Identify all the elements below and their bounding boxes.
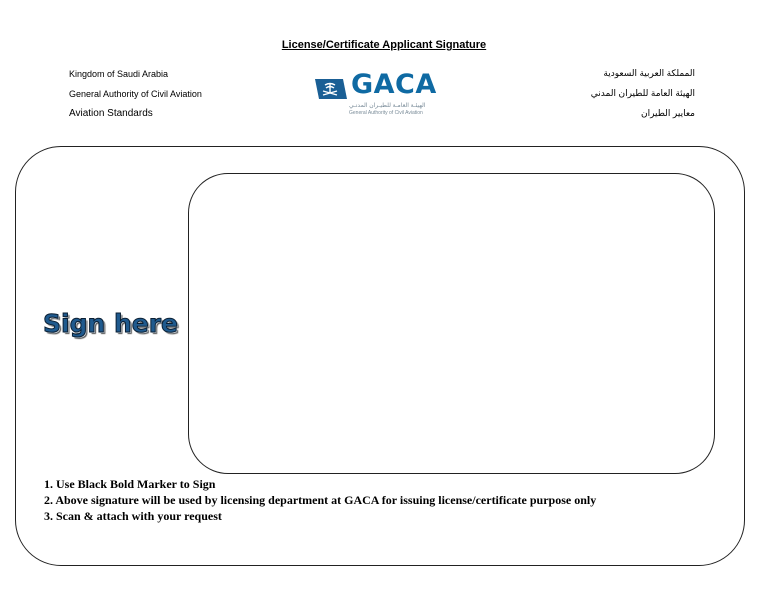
logo-english-text: General Authority of Civil Aviation bbox=[349, 110, 423, 116]
instruction-item: 2. Above signature will be used by licensing department at GACA for issuing license/certificate purpose only bbox=[44, 493, 597, 507]
logo-arabic-text: الهيئـة العامـة للطيـران المدنـي bbox=[349, 103, 426, 109]
authority-name: General Authority of Civil Aviation bbox=[69, 89, 202, 99]
department-name-ar: معايير الطيران bbox=[640, 108, 695, 118]
sign-here-label: Sign here bbox=[43, 309, 179, 338]
gaca-logo bbox=[313, 69, 443, 119]
logo-wordmark: GACA bbox=[351, 69, 437, 100]
department-name: Aviation Standards bbox=[69, 108, 153, 119]
country-name: Kingdom of Saudi Arabia bbox=[69, 69, 169, 79]
page-title: License/Certificate Applicant Signature bbox=[281, 39, 487, 51]
header-right bbox=[591, 63, 695, 123]
signature-area[interactable] bbox=[188, 173, 715, 474]
country-name-ar: المملكة العربية السعودية bbox=[603, 68, 695, 78]
instruction-item: 3. Scan & attach with your request bbox=[44, 509, 222, 523]
authority-name-ar: الهيئة العامة للطيران المدني bbox=[590, 88, 695, 98]
instructions-list bbox=[44, 476, 596, 524]
header-left bbox=[69, 64, 202, 124]
palm-swords-icon bbox=[313, 75, 347, 101]
instruction-item: 1. Use Black Bold Marker to Sign bbox=[44, 477, 216, 491]
